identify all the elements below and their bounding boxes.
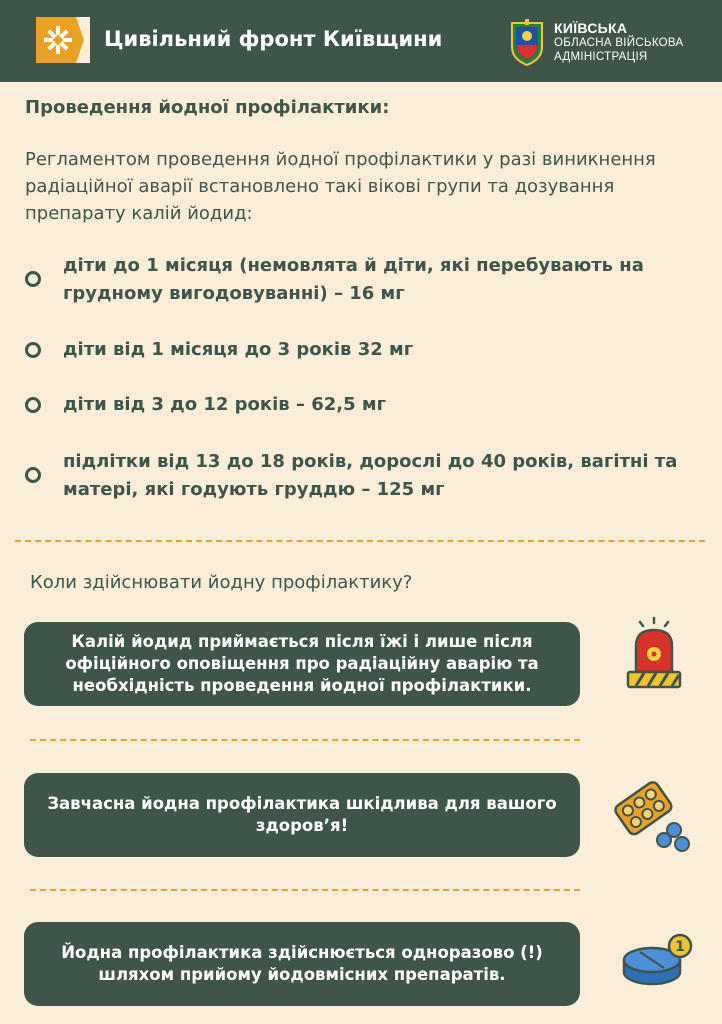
circle-bullet-icon [25,467,41,483]
single-pill-icon [618,932,696,992]
section-divider [15,540,705,542]
info-box-harmful: Завчасна йодна профілактика шкідлива для вашого здоров’я! [24,773,580,857]
circle-bullet-icon [25,397,41,413]
dose-text: діти до 1 місяця (немовлята й діти, які перебувають на грудному вигодовуванні) – 16 мг [63,255,644,304]
pill-blister-icon [612,776,692,856]
dose-text: діти від 1 місяця до 3 років 32 мг [63,339,414,360]
alarm-siren-icon [622,616,686,692]
kyiv-oblast-coat-of-arms-icon [508,17,546,67]
box-divider [30,889,580,891]
info-box-after-meal: Калій йодид приймається після їжі і лише після офіційного оповіщення про радіаційну аварію та необхідність проведення йодної профілактики. [24,622,580,706]
circle-bullet-icon [25,342,41,358]
administration-label [554,20,684,64]
circle-bullet-icon [25,271,41,287]
header-title: Цивільний фронт Київщини [104,27,443,51]
dose-text: підлітки від 13 до 18 років, дорослі до 40 років, вагітні та матері, які годують груддю – 125 мг [63,451,678,500]
admin-line-1: ОБЛАСНА ВІЙСЬКОВА [554,37,684,49]
intro-paragraph: Регламентом проведення йодної профілактики у разі виникнення радіаційної аварії встановлено такі вікові групи та дозування препарату калій йодид: [25,149,656,224]
number-badge: 1 [675,939,685,955]
civil-front-logo [36,17,90,63]
header-bar [0,0,722,82]
box-divider [30,739,580,741]
info-box-single-dose: Йодна профілактика здійснюється одноразово (!) шляхом прийому йодовмісних препаратів. [24,922,580,1006]
dose-text: діти від 3 до 12 років – 62,5 мг [63,394,387,415]
section-title: Проведення йодної профілактики: [25,97,390,118]
admin-name: КИЇВСЬКА [554,20,628,36]
admin-line-2: АДМІНІСТРАЦІЯ [554,51,648,63]
snowflake-ornament-icon [36,17,90,63]
when-title: Коли здійснювати йодну профілактику? [30,572,413,593]
